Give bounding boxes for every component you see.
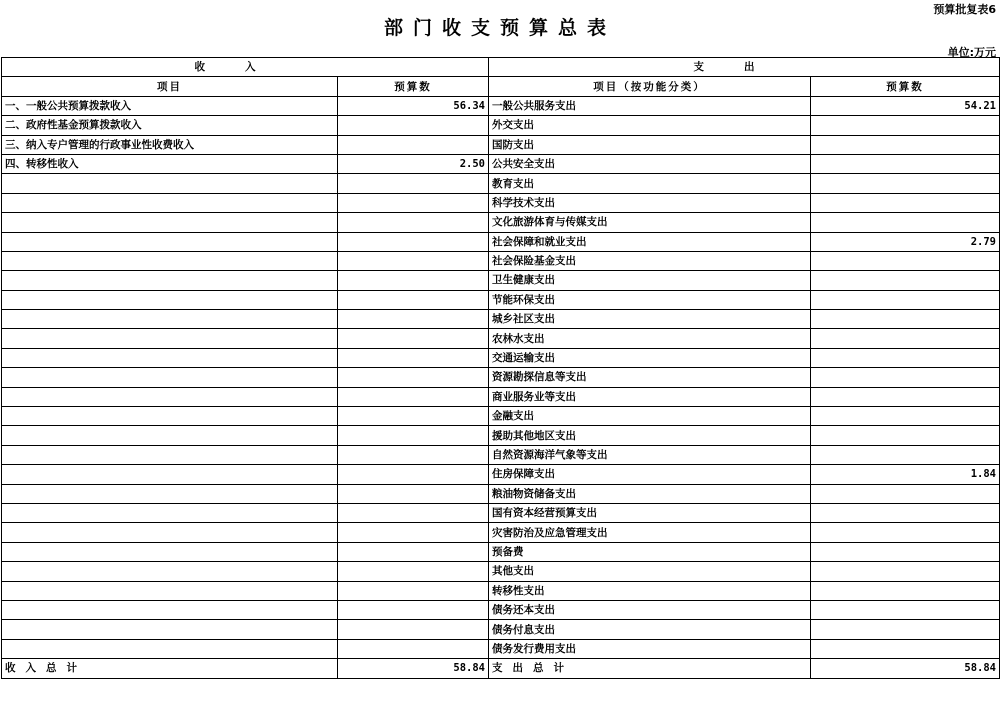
table-row [2,445,1000,464]
income-item-cell [2,484,338,503]
expense-item-cell: 农林水支出 [489,329,811,348]
expense-item-cell: 转移性支出 [489,581,811,600]
income-item-cell [2,310,338,329]
expense-item-cell: 教育支出 [489,174,811,193]
income-amount-cell [338,348,489,367]
income-total-amount: 58.84 [338,659,489,678]
table-row [2,154,1000,173]
expense-item-cell: 自然资源海洋气象等支出 [489,445,811,464]
income-total-label: 收入总计 [2,659,338,678]
expense-item-cell: 城乡社区支出 [489,310,811,329]
income-amount-cell [338,542,489,561]
table-row [2,503,1000,522]
income-item-cell [2,600,338,619]
income-amount-cell [338,174,489,193]
table-row [2,310,1000,329]
income-amount-cell [338,232,489,251]
expense-total-label: 支出总计 [489,659,811,678]
table-row [2,174,1000,193]
income-item-cell [2,387,338,406]
expense-amount-cell [811,639,1000,658]
expense-amount-cell [811,387,1000,406]
income-amount-cell [338,445,489,464]
expense-amount-cell [811,348,1000,367]
income-amount-cell [338,116,489,135]
income-item-cell [2,523,338,542]
income-amount-cell [338,135,489,154]
income-item-cell [2,503,338,522]
expense-amount-cell [811,600,1000,619]
expense-item-cell: 金融支出 [489,407,811,426]
expense-item-cell: 卫生健康支出 [489,271,811,290]
income-item-cell [2,407,338,426]
income-item-cell [2,232,338,251]
expense-amount-cell [811,193,1000,212]
table-row [2,116,1000,135]
expense-item-cell: 债务发行费用支出 [489,639,811,658]
income-amount-cell: 56.34 [338,96,489,115]
income-item-cell [2,193,338,212]
expense-item-cell: 债务付息支出 [489,620,811,639]
expense-item-cell: 住房保障支出 [489,465,811,484]
income-amount-cell: 2.50 [338,154,489,173]
table-row [2,407,1000,426]
expense-amount-cell [811,310,1000,329]
expense-amount-cell [811,503,1000,522]
expense-item-cell: 公共安全支出 [489,154,811,173]
income-amount-cell [338,465,489,484]
expense-item-cell: 文化旅游体育与传媒支出 [489,213,811,232]
expense-amount-cell [811,135,1000,154]
expense-item-cell: 国防支出 [489,135,811,154]
expense-amount-cell: 54.21 [811,96,1000,115]
expense-item-cell: 社会保险基金支出 [489,251,811,270]
income-amount-cell [338,368,489,387]
expense-amount-cell [811,445,1000,464]
income-amount-cell [338,600,489,619]
table-row [2,329,1000,348]
table-row [2,251,1000,270]
table-row [2,232,1000,251]
expense-amount-cell [811,484,1000,503]
expense-item-cell: 债务还本支出 [489,600,811,619]
expense-item-cell: 一般公共服务支出 [489,96,811,115]
income-amount-cell [338,620,489,639]
expense-amount-cell [811,407,1000,426]
income-item-cell [2,445,338,464]
table-row [2,135,1000,154]
income-amount-cell [338,329,489,348]
expense-amount-cell [811,174,1000,193]
expense-item-cell: 外交支出 [489,116,811,135]
income-amount-cell [338,213,489,232]
expense-total-amount: 58.84 [811,659,1000,678]
income-item-cell [2,329,338,348]
budget-table-body [2,58,1000,679]
form-code: 预算批复表6 [933,3,996,16]
expense-amount-cell [811,251,1000,270]
column-header-row [2,77,1000,96]
expense-amount-cell: 1.84 [811,465,1000,484]
table-row [2,523,1000,542]
income-amount-cell [338,523,489,542]
income-amount-header: 预算数 [338,77,489,96]
table-row [2,562,1000,581]
income-item-cell [2,271,338,290]
budget-table [1,57,1000,679]
income-amount-cell [338,407,489,426]
expense-item-cell: 灾害防治及应急管理支出 [489,523,811,542]
income-amount-cell [338,639,489,658]
income-amount-cell [338,310,489,329]
income-item-cell: 二、政府性基金预算拨款收入 [2,116,338,135]
table-row [2,600,1000,619]
income-item-cell [2,348,338,367]
expense-item-cell: 预备费 [489,542,811,561]
income-item-cell [2,426,338,445]
income-amount-cell [338,426,489,445]
expense-amount-cell [811,426,1000,445]
income-item-cell: 四、转移性收入 [2,154,338,173]
expense-amount-cell [811,271,1000,290]
income-item-cell [2,465,338,484]
income-amount-cell [338,484,489,503]
expense-item-cell: 交通运输支出 [489,348,811,367]
table-row [2,213,1000,232]
income-item-cell: 一、一般公共预算拨款收入 [2,96,338,115]
expense-item-cell: 社会保障和就业支出 [489,232,811,251]
expense-amount-cell [811,620,1000,639]
table-row [2,581,1000,600]
income-item-cell [2,251,338,270]
expense-item-header: 项目（按功能分类） [489,77,811,96]
expense-amount-cell [811,154,1000,173]
income-amount-cell [338,193,489,212]
table-row [2,290,1000,309]
income-amount-cell [338,251,489,270]
table-row [2,193,1000,212]
income-amount-cell [338,290,489,309]
income-amount-cell [338,387,489,406]
expense-item-cell: 援助其他地区支出 [489,426,811,445]
income-item-cell [2,620,338,639]
income-item-cell [2,581,338,600]
table-row [2,484,1000,503]
table-row [2,348,1000,367]
income-item-cell [2,542,338,561]
expense-amount-cell [811,542,1000,561]
expense-amount-cell [811,213,1000,232]
expense-item-cell: 粮油物资储备支出 [489,484,811,503]
expense-item-cell: 其他支出 [489,562,811,581]
expense-amount-cell: 2.79 [811,232,1000,251]
expense-amount-cell [811,116,1000,135]
income-item-cell [2,639,338,658]
table-row [2,465,1000,484]
expense-item-cell: 节能环保支出 [489,290,811,309]
unit-label: 单位:万元 [947,46,996,59]
expense-item-cell: 国有资本经营预算支出 [489,503,811,522]
table-row [2,542,1000,561]
expense-section-header: 支出 [489,58,1000,77]
expense-item-cell: 资源勘探信息等支出 [489,368,811,387]
income-amount-cell [338,271,489,290]
income-item-cell [2,368,338,387]
income-item-cell [2,174,338,193]
expense-item-cell: 商业服务业等支出 [489,387,811,406]
income-amount-cell [338,562,489,581]
expense-amount-cell [811,581,1000,600]
income-section-header: 收入 [2,58,489,77]
expense-amount-cell [811,562,1000,581]
income-amount-cell [338,503,489,522]
expense-amount-cell [811,523,1000,542]
income-item-cell [2,562,338,581]
section-header-row [2,58,1000,77]
table-row [2,426,1000,445]
page-title: 部门收支预算总表 [383,17,616,39]
expense-item-cell: 科学技术支出 [489,193,811,212]
table-row [2,639,1000,658]
table-row [2,387,1000,406]
table-row [2,368,1000,387]
expense-amount-cell [811,329,1000,348]
income-item-cell: 三、纳入专户管理的行政事业性收费收入 [2,135,338,154]
income-amount-cell [338,581,489,600]
income-item-cell [2,213,338,232]
table-row [2,271,1000,290]
table-row [2,620,1000,639]
income-item-cell [2,290,338,309]
expense-amount-header: 预算数 [811,77,1000,96]
expense-amount-cell [811,290,1000,309]
expense-amount-cell [811,368,1000,387]
table-row [2,96,1000,115]
income-item-header: 项目 [2,77,338,96]
totals-row [2,659,1000,678]
